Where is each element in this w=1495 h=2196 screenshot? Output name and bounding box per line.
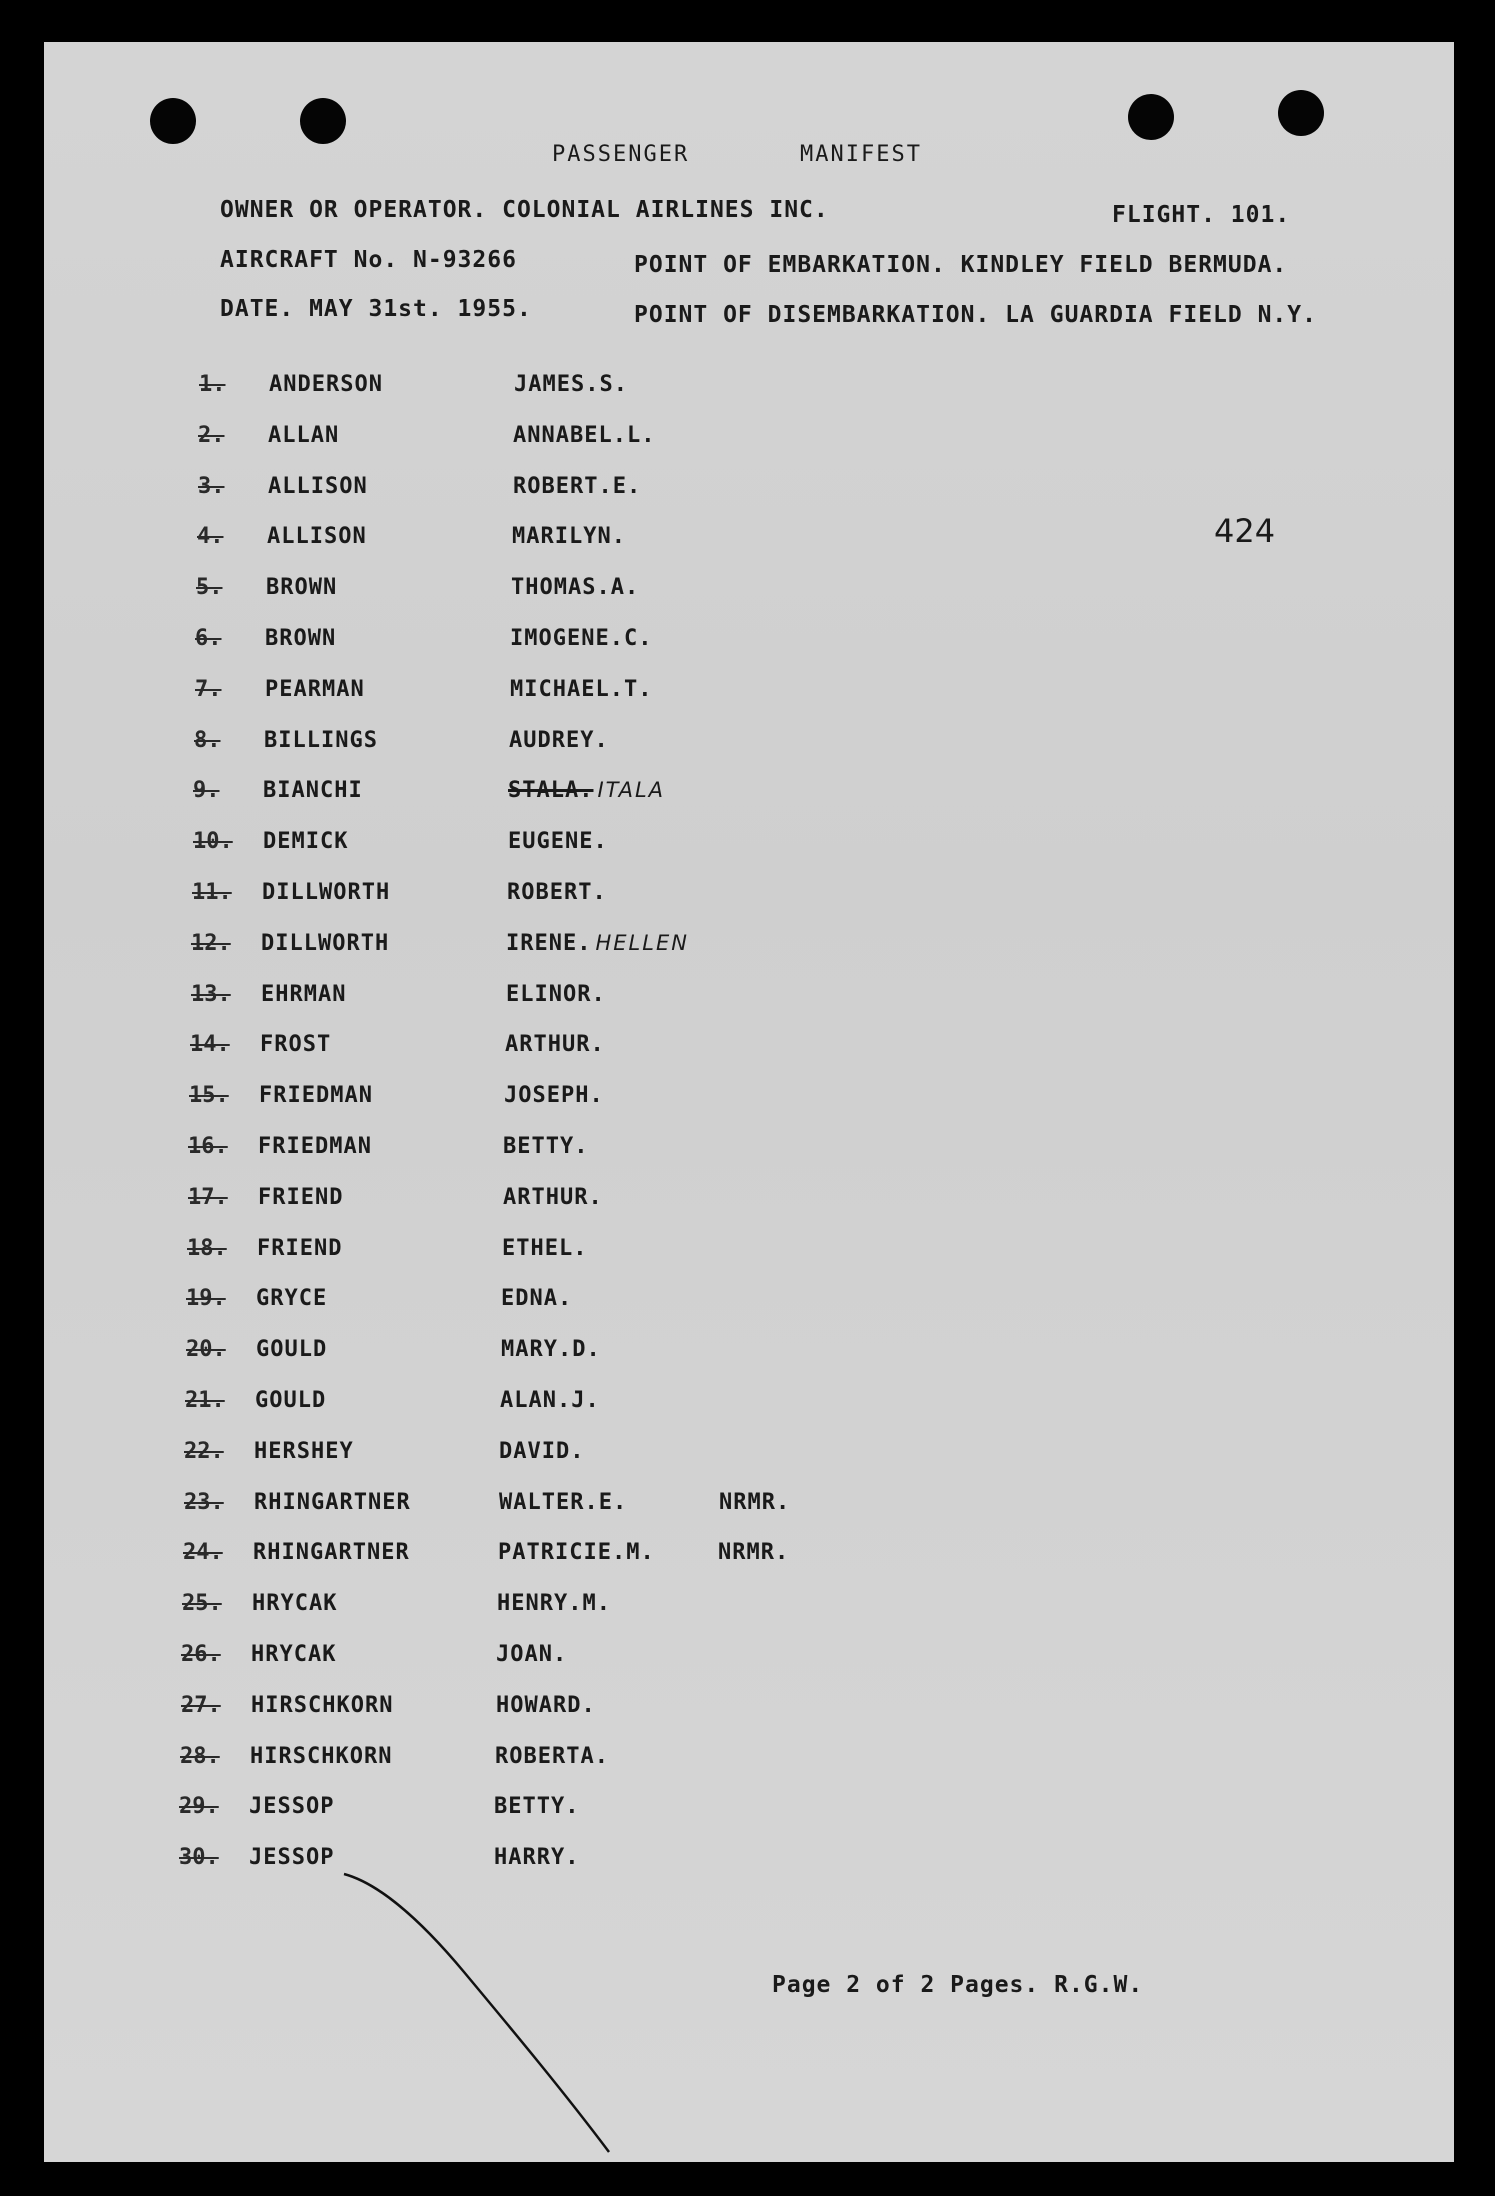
passenger-given-name-text: MICHAEL.T.: [510, 676, 653, 702]
passenger-surname: HERSHEY: [254, 1438, 354, 1464]
passenger-given-name-text: ANNABEL.L.: [513, 422, 656, 448]
passenger-given-name-text: ROBERT.: [507, 880, 607, 905]
manifest-page: [44, 42, 1454, 2162]
pen-stroke: [44, 42, 1454, 2162]
passenger-number: 15.: [189, 1083, 229, 1109]
passenger-given-name-text: MARY.D.: [501, 1337, 601, 1363]
passenger-given-name-text: IMOGENE.C.: [510, 626, 653, 651]
passenger-surname: ANDERSON: [269, 372, 383, 397]
passenger-number: 2.: [198, 422, 225, 448]
passenger-given-name-text: ETHEL.: [502, 1235, 588, 1261]
owner-line: OWNER OR OPERATOR. COLONIAL AIRLINES INC.: [220, 197, 829, 223]
passenger-surname: PEARMAN: [265, 676, 365, 702]
passenger-note: NRMR.: [718, 1540, 790, 1566]
passenger-number: 30.: [179, 1845, 219, 1871]
passenger-given-name-text: AUDREY.: [509, 727, 609, 753]
passenger-given-name-text: WALTER.E.: [499, 1489, 628, 1515]
point-of-disembarkation: POINT OF DISEMBARKATION. LA GUARDIA FIELD N.Y.: [634, 302, 1317, 328]
passenger-given-name-text: ALAN.J.: [500, 1388, 600, 1413]
passenger-number: 21.: [185, 1388, 225, 1413]
passenger-number: 17.: [188, 1184, 228, 1210]
passenger-surname: BIANCHI: [263, 778, 363, 804]
passenger-number: 16.: [188, 1134, 228, 1159]
passenger-surname: FRIEND: [257, 1235, 343, 1261]
passenger-given-name-text: JOAN.: [496, 1642, 568, 1667]
handwritten-correction: ITALA: [597, 778, 666, 803]
passenger-surname: HRYCAK: [252, 1591, 338, 1617]
flight-number: FLIGHT. 101.: [1112, 202, 1291, 228]
passenger-surname: ALLISON: [267, 524, 367, 550]
passenger-number: 3.: [198, 473, 225, 499]
passenger-given-name-text: ROBERTA.: [495, 1743, 609, 1769]
passenger-surname: HRYCAK: [251, 1642, 337, 1667]
passenger-given-name-text: EDNA.: [501, 1286, 573, 1312]
passenger-surname: ALLISON: [268, 473, 368, 499]
passenger-number: 19.: [186, 1286, 226, 1312]
passenger-number: 1.: [199, 372, 226, 397]
passenger-given-name-text: ARTHUR.: [503, 1184, 603, 1210]
page-stamp-number: 424: [1214, 512, 1276, 550]
passenger-surname: HIRSCHKORN: [250, 1743, 393, 1769]
passenger-number: 5.: [196, 575, 223, 601]
passenger-number: 6.: [195, 626, 222, 651]
passenger-surname: JESSOP: [249, 1845, 335, 1871]
passenger-number: 20.: [186, 1337, 226, 1363]
manifest-date: DATE. MAY 31st. 1955.: [220, 296, 532, 322]
passenger-surname: EHRMAN: [261, 981, 347, 1007]
passenger-given-name-text: MARILYN.: [512, 524, 626, 550]
passenger-given-name-text: BETTY.: [503, 1134, 589, 1159]
passenger-number: 29.: [179, 1794, 219, 1820]
passenger-number: 27.: [181, 1692, 221, 1718]
passenger-number: 7.: [195, 676, 222, 702]
passenger-surname: HIRSCHKORN: [251, 1692, 394, 1718]
passenger-surname: FRIEDMAN: [259, 1083, 373, 1109]
point-of-embarkation: POINT OF EMBARKATION. KINDLEY FIELD BERMUDA.: [634, 252, 1288, 278]
passenger-number: 4.: [197, 524, 224, 550]
passenger-number: 10.: [193, 829, 233, 855]
document-title-manifest: MANIFEST: [800, 142, 922, 167]
passenger-given-name-text: BETTY.: [494, 1794, 580, 1820]
passenger-number: 14.: [190, 1032, 230, 1058]
passenger-surname: DILLWORTH: [262, 880, 391, 905]
passenger-number: 11.: [192, 880, 232, 905]
passenger-number: 9.: [193, 778, 220, 804]
passenger-surname: RHINGARTNER: [254, 1489, 411, 1515]
passenger-given-name-text: DAVID.: [499, 1438, 585, 1464]
passenger-given-name-text: HOWARD.: [496, 1692, 596, 1718]
passenger-number: 26.: [181, 1642, 221, 1667]
passenger-given-name-text: JOSEPH.: [504, 1083, 604, 1109]
passenger-given-name-text: JAMES.S.: [514, 372, 628, 397]
passenger-number: 13.: [191, 981, 231, 1007]
passenger-surname: DILLWORTH: [261, 930, 390, 956]
passenger-surname: DEMICK: [263, 829, 349, 855]
passenger-number: 12.: [191, 930, 231, 956]
passenger-given-name-text: THOMAS.A.: [511, 575, 640, 601]
passenger-surname: FRIEDMAN: [258, 1134, 372, 1159]
passenger-given-name-text: HENRY.M.: [497, 1591, 611, 1617]
passenger-surname: RHINGARTNER: [253, 1540, 410, 1566]
passenger-note: NRMR.: [719, 1489, 791, 1515]
passenger-surname: BROWN: [265, 626, 337, 651]
passenger-given-name-text: ROBERT.E.: [513, 473, 642, 499]
passenger-given-name-text: HARRY.: [494, 1845, 580, 1871]
passenger-given-name-text: IRENE.: [506, 930, 592, 956]
passenger-surname: FRIEND: [258, 1184, 344, 1210]
passenger-surname: GRYCE: [256, 1286, 328, 1312]
document-title-passenger: PASSENGER: [552, 142, 690, 167]
passenger-surname: FROST: [260, 1032, 332, 1058]
page-footer: Page 2 of 2 Pages. R.G.W.: [772, 1972, 1144, 1998]
passenger-surname: BROWN: [266, 575, 338, 601]
passenger-surname: ALLAN: [268, 422, 340, 448]
passenger-number: 18.: [187, 1235, 227, 1261]
passenger-surname: GOULD: [255, 1388, 327, 1413]
passenger-number: 28.: [180, 1743, 220, 1769]
passenger-number: 24.: [183, 1540, 223, 1566]
passenger-surname: JESSOP: [249, 1794, 335, 1820]
passenger-given-name-text: PATRICIE.M.: [498, 1540, 655, 1566]
passenger-given-name-text: ELINOR.: [506, 981, 606, 1007]
passenger-given-name-text: EUGENE.: [508, 829, 608, 855]
passenger-number: 25.: [182, 1591, 222, 1617]
handwritten-correction: HELLEN: [595, 930, 689, 955]
passenger-given-name-text: STALA.: [508, 778, 594, 804]
passenger-given-name-text: ARTHUR.: [505, 1032, 605, 1058]
passenger-surname: BILLINGS: [264, 727, 378, 753]
passenger-number: 23.: [184, 1489, 224, 1515]
aircraft-number: AIRCRAFT No. N-93266: [220, 247, 517, 273]
passenger-number: 8.: [194, 727, 221, 753]
passenger-number: 22.: [184, 1438, 224, 1464]
passenger-surname: GOULD: [256, 1337, 328, 1363]
